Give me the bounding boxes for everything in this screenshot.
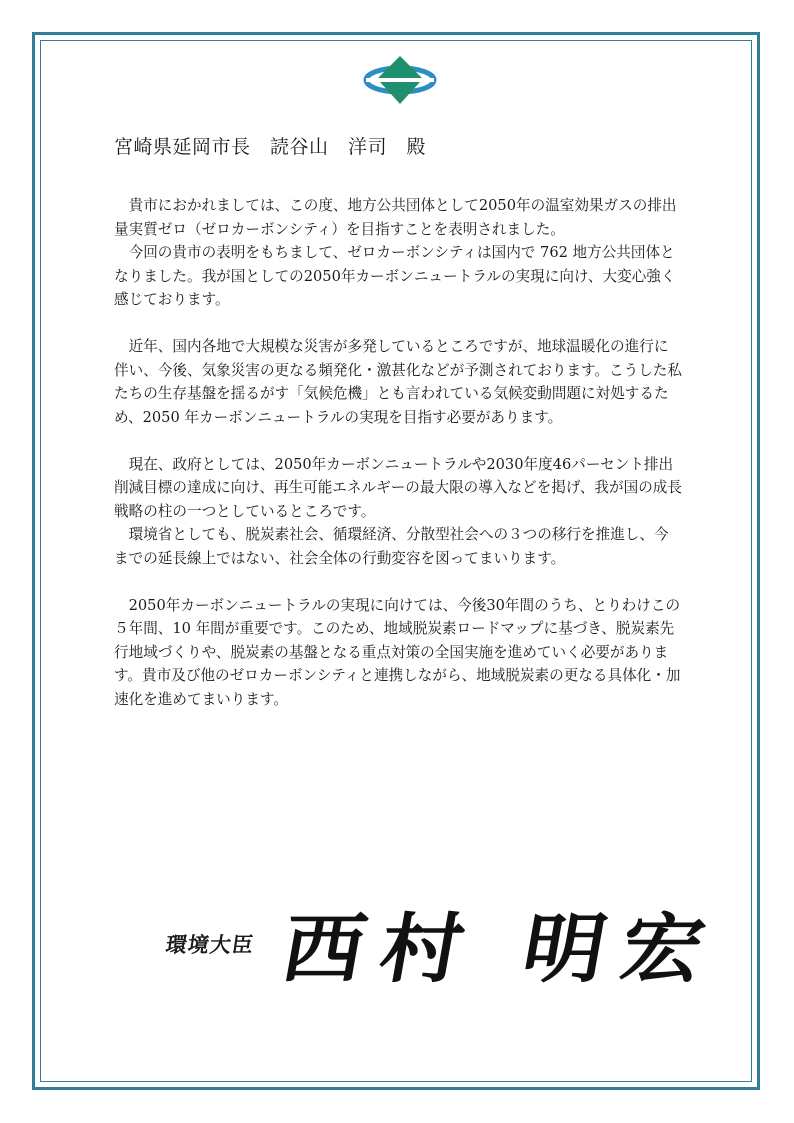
signature-title: 環境大臣 — [164, 932, 256, 957]
paragraph-5: 環境省としても、脱炭素社会、循環経済、分散型社会への３つの移行を推進し、今までの延長線上ではない、社会全体の行動変容を図ってまいります。 — [114, 526, 669, 567]
signature-name: 西村 明宏 — [275, 905, 728, 994]
paragraph-2: 今回の貴市の表明をもちまして、ゼロカーボンシティは国内で 762 地方公共団体となりました。我が国としての2050年カーボンニュートラルの実現に向け、大変心強く感じております。 — [114, 244, 676, 308]
paragraph-6: 2050年カーボンニュートラルの実現に向けては、今後30年間のうち、とりわけこの５年間、10 年間が重要です。このため、地域脱炭素ロードマップに基づき、脱炭素先行地域づくりや、脱炭素の基盤となる重点対策の全国実施を進めていく必要があります。貴市及び他のゼロカーボンシティと連携しながら、地域脱炭素の更なる具体化・加速化を進めてまいります。 — [114, 596, 681, 708]
paragraph-1: 貴市におかれましては、この度、地方公共団体として2050年の温室効果ガスの排出量実質ゼロ（ゼロカーボンシティ）を目指すことを表明されました。 — [114, 197, 677, 238]
signature-block — [164, 885, 728, 995]
paragraph-4: 現在、政府としては、2050年カーボンニュートラルや2030年度46パーセント排出削減目標の達成に向け、再生可能エネルギーの最大限の導入などを掲げ、我が国の成長戦略の柱の一つとしているところです。 — [114, 455, 682, 520]
addressee-line: 宮崎県延岡市長 読谷山 洋司 殿 — [114, 136, 427, 158]
ministry-logo-icon — [362, 52, 438, 108]
paragraph-3: 近年、国内各地で大規模な災害が多発しているところですが、地球温暖化の進行に伴い、今後、気象災害の更なる頻発化・激甚化などが予測されております。こうした私たちの生存基盤を揺るがす「気候危機」とも言われている気候変動問題に対処するため、2050 年カーボンニュートラルの実現を目指す必要があります。 — [114, 338, 682, 426]
letter-body — [114, 194, 682, 711]
